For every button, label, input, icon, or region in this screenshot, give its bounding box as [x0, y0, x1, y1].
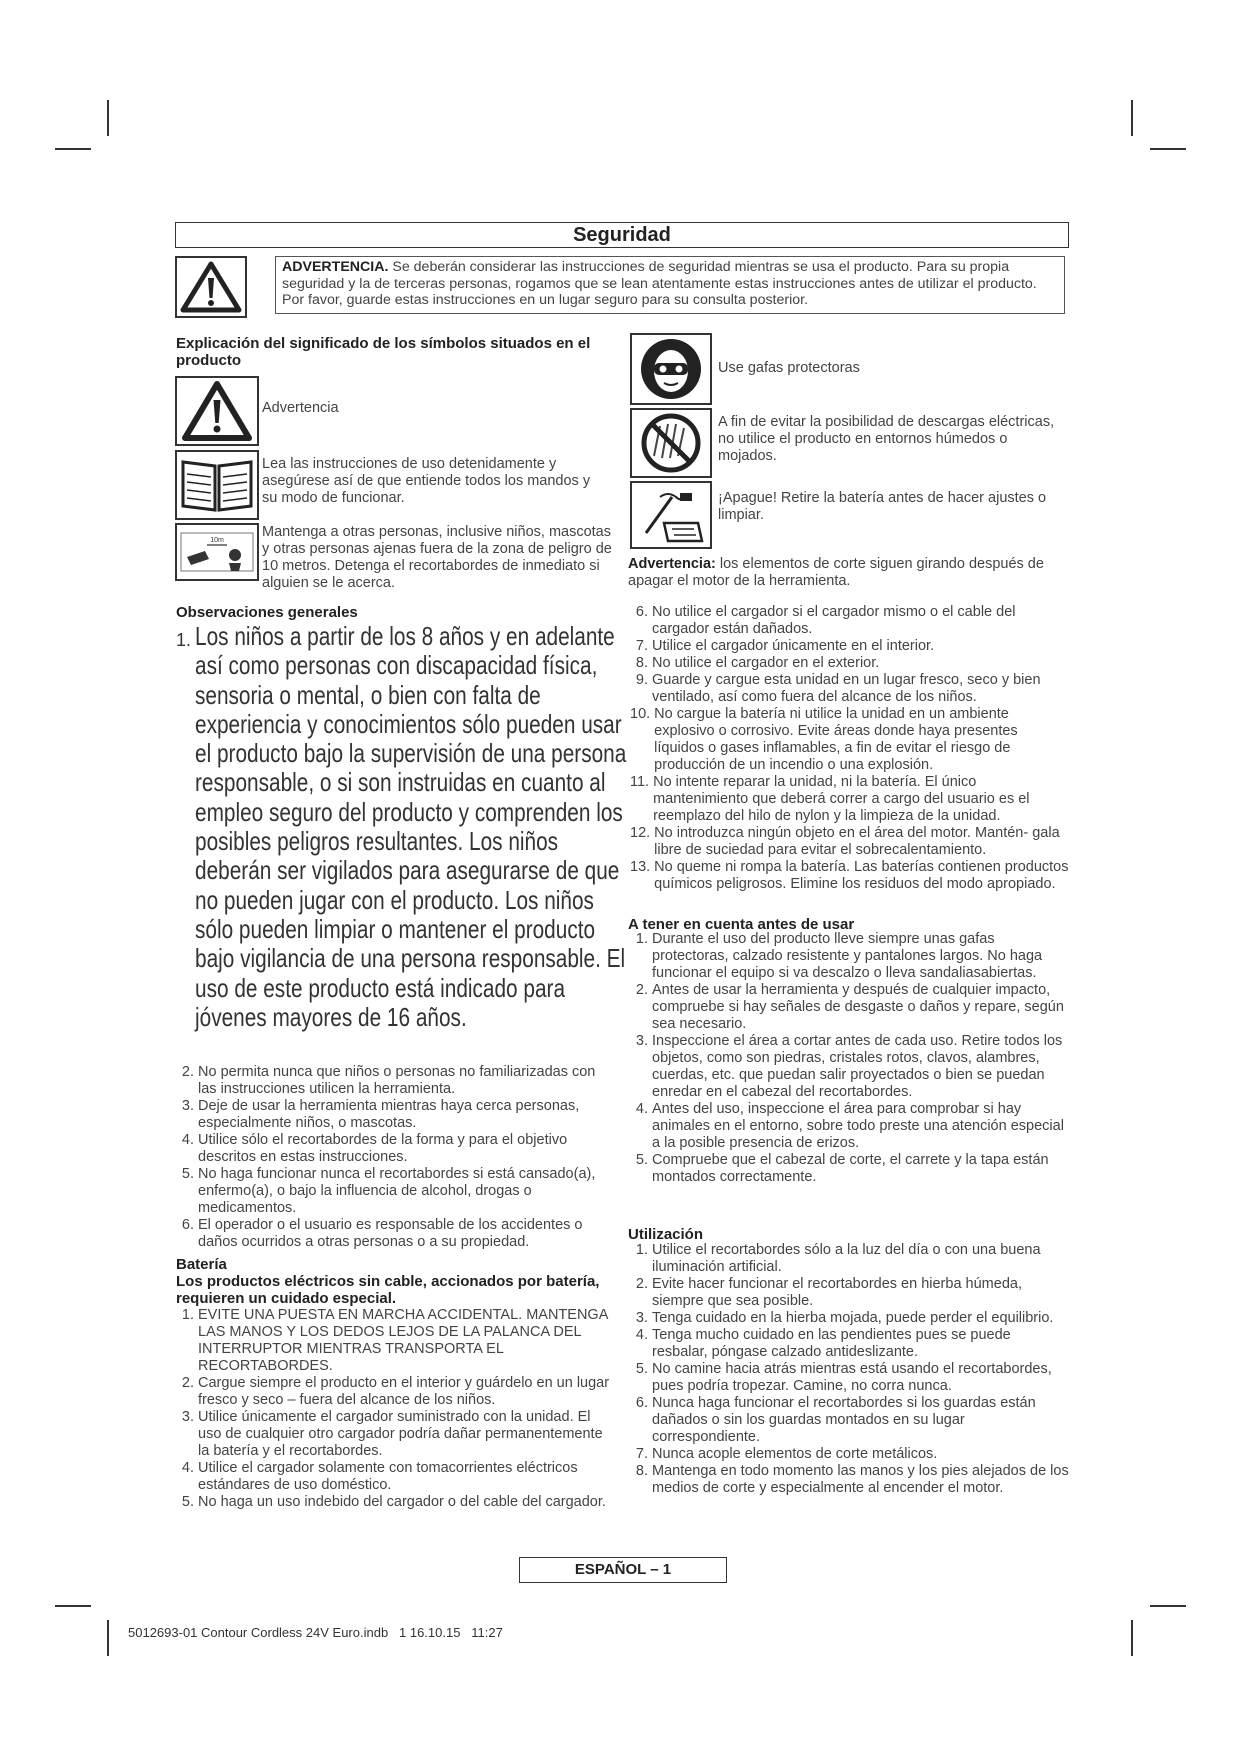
- list-text: Antes de usar la herramienta y después de cualquier impacto, compruebe si hay señales de desgaste o daños y repare, según sea necesario.: [652, 982, 1064, 1032]
- crop-mark: [107, 100, 109, 136]
- list-number: 3.: [635, 1310, 648, 1326]
- symbol-frame: [175, 376, 259, 446]
- list-number: 8.: [635, 655, 648, 671]
- battery-subheading: Los productos eléctricos sin cable, accionados por batería, requieren un cuidado especial.: [176, 1273, 600, 1307]
- list-number: 6.: [635, 604, 648, 620]
- crop-mark: [107, 1620, 109, 1656]
- list-text: No utilice el cargador si el cargador mismo o el cable del cargador están dañados.: [652, 604, 1016, 637]
- warning-lead: ADVERTENCIA.: [282, 259, 389, 275]
- list-item: [630, 1446, 1070, 1463]
- list-text: Tenga cuidado en la hierba mojada, puede perder el equilibrio.: [652, 1310, 1054, 1326]
- list-text: Tenga mucho cuidado en las pendientes pues se puede resbalar, póngase calzado antideslizante.: [652, 1327, 1011, 1360]
- list-item: [630, 655, 1070, 672]
- list-text: Nunca haga funcionar el recortabordes si los guardas están dañados o sin los guardas montados en su lugar correspondiente.: [652, 1395, 1036, 1445]
- list-item: [630, 982, 1070, 1033]
- list-text: No introduzca ningún objeto en el área del motor. Mantén- gala libre de suciedad para evitar el sobrecalentamiento.: [654, 825, 1060, 858]
- list-text: Nunca acople elementos de corte metálicos.: [652, 1446, 938, 1462]
- usage-list: [630, 1242, 1070, 1497]
- list-number: 1.: [635, 1242, 648, 1258]
- list-item: [630, 774, 1070, 825]
- list-text: Utilice el cargador solamente con tomacorrientes eléctricos estándares de uso doméstico.: [198, 1460, 578, 1493]
- list-number: 13.: [630, 859, 651, 875]
- crop-mark: [55, 148, 91, 150]
- symbol-frame: [630, 481, 712, 549]
- usage-heading: Utilización: [628, 1226, 704, 1243]
- general-list: [176, 1064, 616, 1251]
- list-text: No utilice el cargador en el exterior.: [652, 655, 880, 671]
- crop-mark: [55, 1605, 91, 1607]
- symbol-text: ¡Apague! Retire la batería antes de hacer ajustes o limpiar.: [718, 490, 1047, 523]
- list-item: [630, 706, 1070, 774]
- list-text: EVITE UNA PUESTA EN MARCHA ACCIDENTAL. MANTENGA LAS MANOS Y LOS DEDOS LEJOS DE LA PALANCA DEL INTERRUPTOR MIENTRAS TRANSPORTA EL RECORTABORDES.: [198, 1307, 608, 1374]
- list-number: 7.: [635, 638, 648, 654]
- symbol-frame: [630, 333, 712, 405]
- warning-text: Se deberán considerar las instrucciones de seguridad mientras se usa el producto. Para su propia seguridad y la de terceras personas, rogamos que se lean atentamente estas instrucciones antes de utilizar el producto. Por favor, guarde estas instrucciones en un lugar seguro para su consulta posterior.: [282, 259, 1037, 308]
- list-item: [630, 1395, 1070, 1446]
- before-use-list: [630, 931, 1070, 1186]
- list-text: Compruebe que el cabezal de corte, el carrete y la tapa están montados correctamente.: [652, 1152, 1049, 1185]
- list-number: 5.: [635, 1361, 648, 1377]
- symbols-heading: Explicación del significado de los símbolos situados en el producto: [176, 335, 591, 369]
- list-text: Deje de usar la herramienta mientras haya cerca personas, especialmente niños, o mascotas.: [198, 1098, 580, 1131]
- distance-label: 10m: [210, 537, 224, 544]
- page-footer-label: ESPAÑOL – 1: [519, 1557, 727, 1583]
- warning-triangle-icon: [177, 258, 245, 316]
- list-item: [630, 859, 1070, 893]
- list-text: Inspeccione el área a cortar antes de cada uso. Retire todos los objetos, como son piedras, cristales rotos, clavos, alambres, cuerdas, etc. que puedan salir proyectados o bien se puedan enredar en el cabezal del recortabordes.: [652, 1033, 1063, 1100]
- list-item: [630, 1276, 1070, 1310]
- list-item: [176, 1166, 616, 1217]
- list-item: [630, 1242, 1070, 1276]
- battery-heading: Batería: [176, 1256, 227, 1273]
- list-number: 1.: [635, 931, 648, 947]
- crop-mark: [1131, 100, 1133, 136]
- list-number: 3.: [635, 1033, 648, 1049]
- list-text: Utilice el recortabordes sólo a la luz del día o con una buena iluminación artificial.: [652, 1242, 1041, 1275]
- list-item: [630, 1033, 1070, 1101]
- cutting-warning-lead: Advertencia:: [628, 556, 716, 572]
- list-text: No queme ni rompa la batería. Las baterías contienen productos químicos peligrosos. Elimine los residuos del modo apropiado.: [654, 859, 1069, 892]
- list-number: 12.: [630, 825, 651, 841]
- list-item: [630, 1361, 1070, 1395]
- list-number: 6.: [635, 1395, 648, 1411]
- list-text: Utilice sólo el recortabordes de la forma y para el objetivo descritos en estas instrucciones.: [198, 1132, 568, 1165]
- list-text: No intente reparar la unidad, ni la batería. El único mantenimiento que deberá correr a cargo del usuario es el reemplazo del hilo de nylon y la limpieza de la unidad.: [653, 774, 1030, 824]
- list-number: 2.: [635, 1276, 648, 1292]
- list-item: [630, 1463, 1070, 1497]
- battery-list: [176, 1307, 616, 1511]
- print-slug: 5012693-01 Contour Cordless 24V Euro.indb 1 16.10.15 11:27: [128, 1625, 503, 1640]
- distance-10m-icon: [177, 525, 257, 579]
- list-number: 4.: [181, 1132, 194, 1148]
- list-item: [176, 1064, 616, 1098]
- list-number: 2.: [181, 1375, 194, 1391]
- list-item: [630, 1310, 1070, 1327]
- general-first-text: Los niños a partir de los 8 años y en adelante así como personas con discapacidad física, sensoria o mental, o bien con falta de experiencia y conocimientos sólo pueden usar el producto bajo la supervisión de una persona responsable, o si son instruidas en cuanto al empleo seguro del producto y comprenden los posibles peligros resultantes. Los niños deberán ser vigilados para asegurarse de que no pueden jugar con el producto. Los niños sólo pueden limpiar o mantener el producto bajo vigilancia de una persona responsable. El uso de este producto está indicado para jóvenes mayores de 16 años.: [195, 621, 627, 1032]
- list-number: 10.: [630, 706, 651, 722]
- list-number: 5.: [181, 1494, 194, 1510]
- list-item: [176, 1494, 616, 1511]
- list-item: [630, 931, 1070, 982]
- list-item: [176, 1375, 616, 1409]
- list-number: 9.: [635, 672, 648, 688]
- list-item: [630, 638, 1070, 655]
- list-number: 6.: [181, 1217, 194, 1233]
- list-item: [176, 1307, 616, 1375]
- battery-continued-list: [630, 604, 1070, 893]
- list-number: 5.: [181, 1166, 194, 1182]
- crop-mark: [1131, 1620, 1133, 1656]
- symbol-text: A fin de evitar la posibilidad de descargas eléctricas, no utilice el producto en entornos húmedos o mojados.: [718, 414, 1055, 464]
- cutting-warning-text: los elementos de corte siguen girando después de apagar el motor de la herramienta.: [628, 556, 1044, 589]
- list-text: No permita nunca que niños o personas no familiarizadas con las instrucciones utilicen la herramienta.: [198, 1064, 596, 1097]
- list-item: [176, 1409, 616, 1460]
- before-use-heading: A tener en cuenta antes de usar: [628, 916, 855, 933]
- list-text: Utilice el cargador únicamente en el interior.: [652, 638, 935, 654]
- list-text: Evite hacer funcionar el recortabordes en hierba húmeda, siempre que sea posible.: [652, 1276, 1022, 1309]
- list-text: El operador o el usuario es responsable de los accidentes o daños ocurridos a otras personas o a su propiedad.: [198, 1217, 583, 1250]
- symbol-text: Lea las instrucciones de uso detenidamente y asegúrese así de que entiende todos los mandos y su modo de funcionar.: [262, 456, 591, 506]
- list-text: Cargue siempre el producto en el interior y guárdelo en un lugar fresco y seco – fuera del alcance de los niños.: [198, 1375, 610, 1408]
- list-item: [176, 1217, 616, 1251]
- list-number: 2.: [635, 982, 648, 998]
- symbol-frame: [175, 523, 259, 581]
- list-number: 7.: [635, 1446, 648, 1462]
- list-number: 5.: [635, 1152, 648, 1168]
- list-number: 4.: [635, 1327, 648, 1343]
- list-item: [630, 604, 1070, 638]
- list-item: [630, 672, 1070, 706]
- list-number: 4.: [181, 1460, 194, 1476]
- list-number: 2.: [181, 1064, 194, 1080]
- no-rain-icon: [632, 410, 710, 476]
- list-text: Durante el uso del producto lleve siempre unas gafas protectoras, calzado resistente y pantalones largos. No haga funcionar el equipo si va descalzo o lleva sandaliasabiertas.: [652, 931, 1043, 981]
- list-number: 1.: [176, 630, 192, 650]
- cutting-warning: [628, 556, 1068, 590]
- list-number: 4.: [635, 1101, 648, 1117]
- general-heading: Observaciones generales: [176, 604, 358, 621]
- symbol-frame: [630, 408, 712, 478]
- list-item: [630, 825, 1070, 859]
- general-first-item: [176, 621, 627, 1032]
- crop-mark: [1150, 148, 1186, 150]
- manual-book-icon: [177, 452, 257, 518]
- symbol-frame: [175, 450, 259, 520]
- list-text: Mantenga en todo momento las manos y los pies alejados de los medios de corte y especialmente al encender el motor.: [652, 1463, 1069, 1496]
- symbol-text: Advertencia: [262, 400, 339, 416]
- warning-icon-frame: [175, 256, 247, 318]
- list-item: [176, 1132, 616, 1166]
- symbol-text: Mantenga a otras personas, inclusive niños, mascotas y otras personas ajenas fuera de la zona de peligro de 10 metros. Detenga el recortabordes de inmediato si alguien se le acerca.: [262, 524, 612, 591]
- symbol-text: Use gafas protectoras: [718, 360, 860, 376]
- list-text: No haga funcionar nunca el recortabordes si está cansado(a), enfermo(a), o bajo la influencia de alcohol, drogas o medicamentos.: [198, 1166, 596, 1216]
- list-number: 3.: [181, 1098, 194, 1114]
- list-number: 1.: [181, 1307, 194, 1323]
- list-text: No camine hacia atrás mientras está usando el recortabordes, pues podría tropezar. Camine, no corra nunca.: [652, 1361, 1052, 1394]
- list-number: 11.: [630, 774, 650, 790]
- list-text: No cargue la batería ni utilice la unidad en un ambiente explosivo o corrosivo. Evite áreas donde haya presentes líquidos o gases inflamables, a fin de evitar el riesgo de producción de un incendio o una explosión.: [654, 706, 1018, 773]
- list-item: [630, 1101, 1070, 1152]
- warning-notice: [275, 256, 1065, 314]
- list-number: 8.: [635, 1463, 648, 1479]
- list-number: 3.: [181, 1409, 194, 1425]
- remove-battery-icon: [632, 483, 710, 547]
- list-text: Antes del uso, inspeccione el área para comprobar si hay animales en el entorno, sobre todo preste una atención especial a la posible presencia de erizos.: [652, 1101, 1064, 1151]
- list-text: Guarde y cargue esta unidad en un lugar fresco, seco y bien ventilado, así como fuera del alcance de los niños.: [652, 672, 1041, 705]
- warning-triangle-icon: [177, 378, 257, 444]
- page-title: Seguridad: [175, 222, 1069, 248]
- list-item: [176, 1098, 616, 1132]
- list-item: [630, 1327, 1070, 1361]
- safety-goggles-icon: [632, 335, 710, 403]
- crop-mark: [1150, 1605, 1186, 1607]
- list-item: [630, 1152, 1070, 1186]
- list-text: Utilice únicamente el cargador suministrado con la unidad. El uso de cualquier otro cargador podría dañar permanentemente la batería y el recortabordes.: [198, 1409, 603, 1459]
- list-item: [176, 1460, 616, 1494]
- list-text: No haga un uso indebido del cargador o del cable del cargador.: [198, 1494, 606, 1510]
